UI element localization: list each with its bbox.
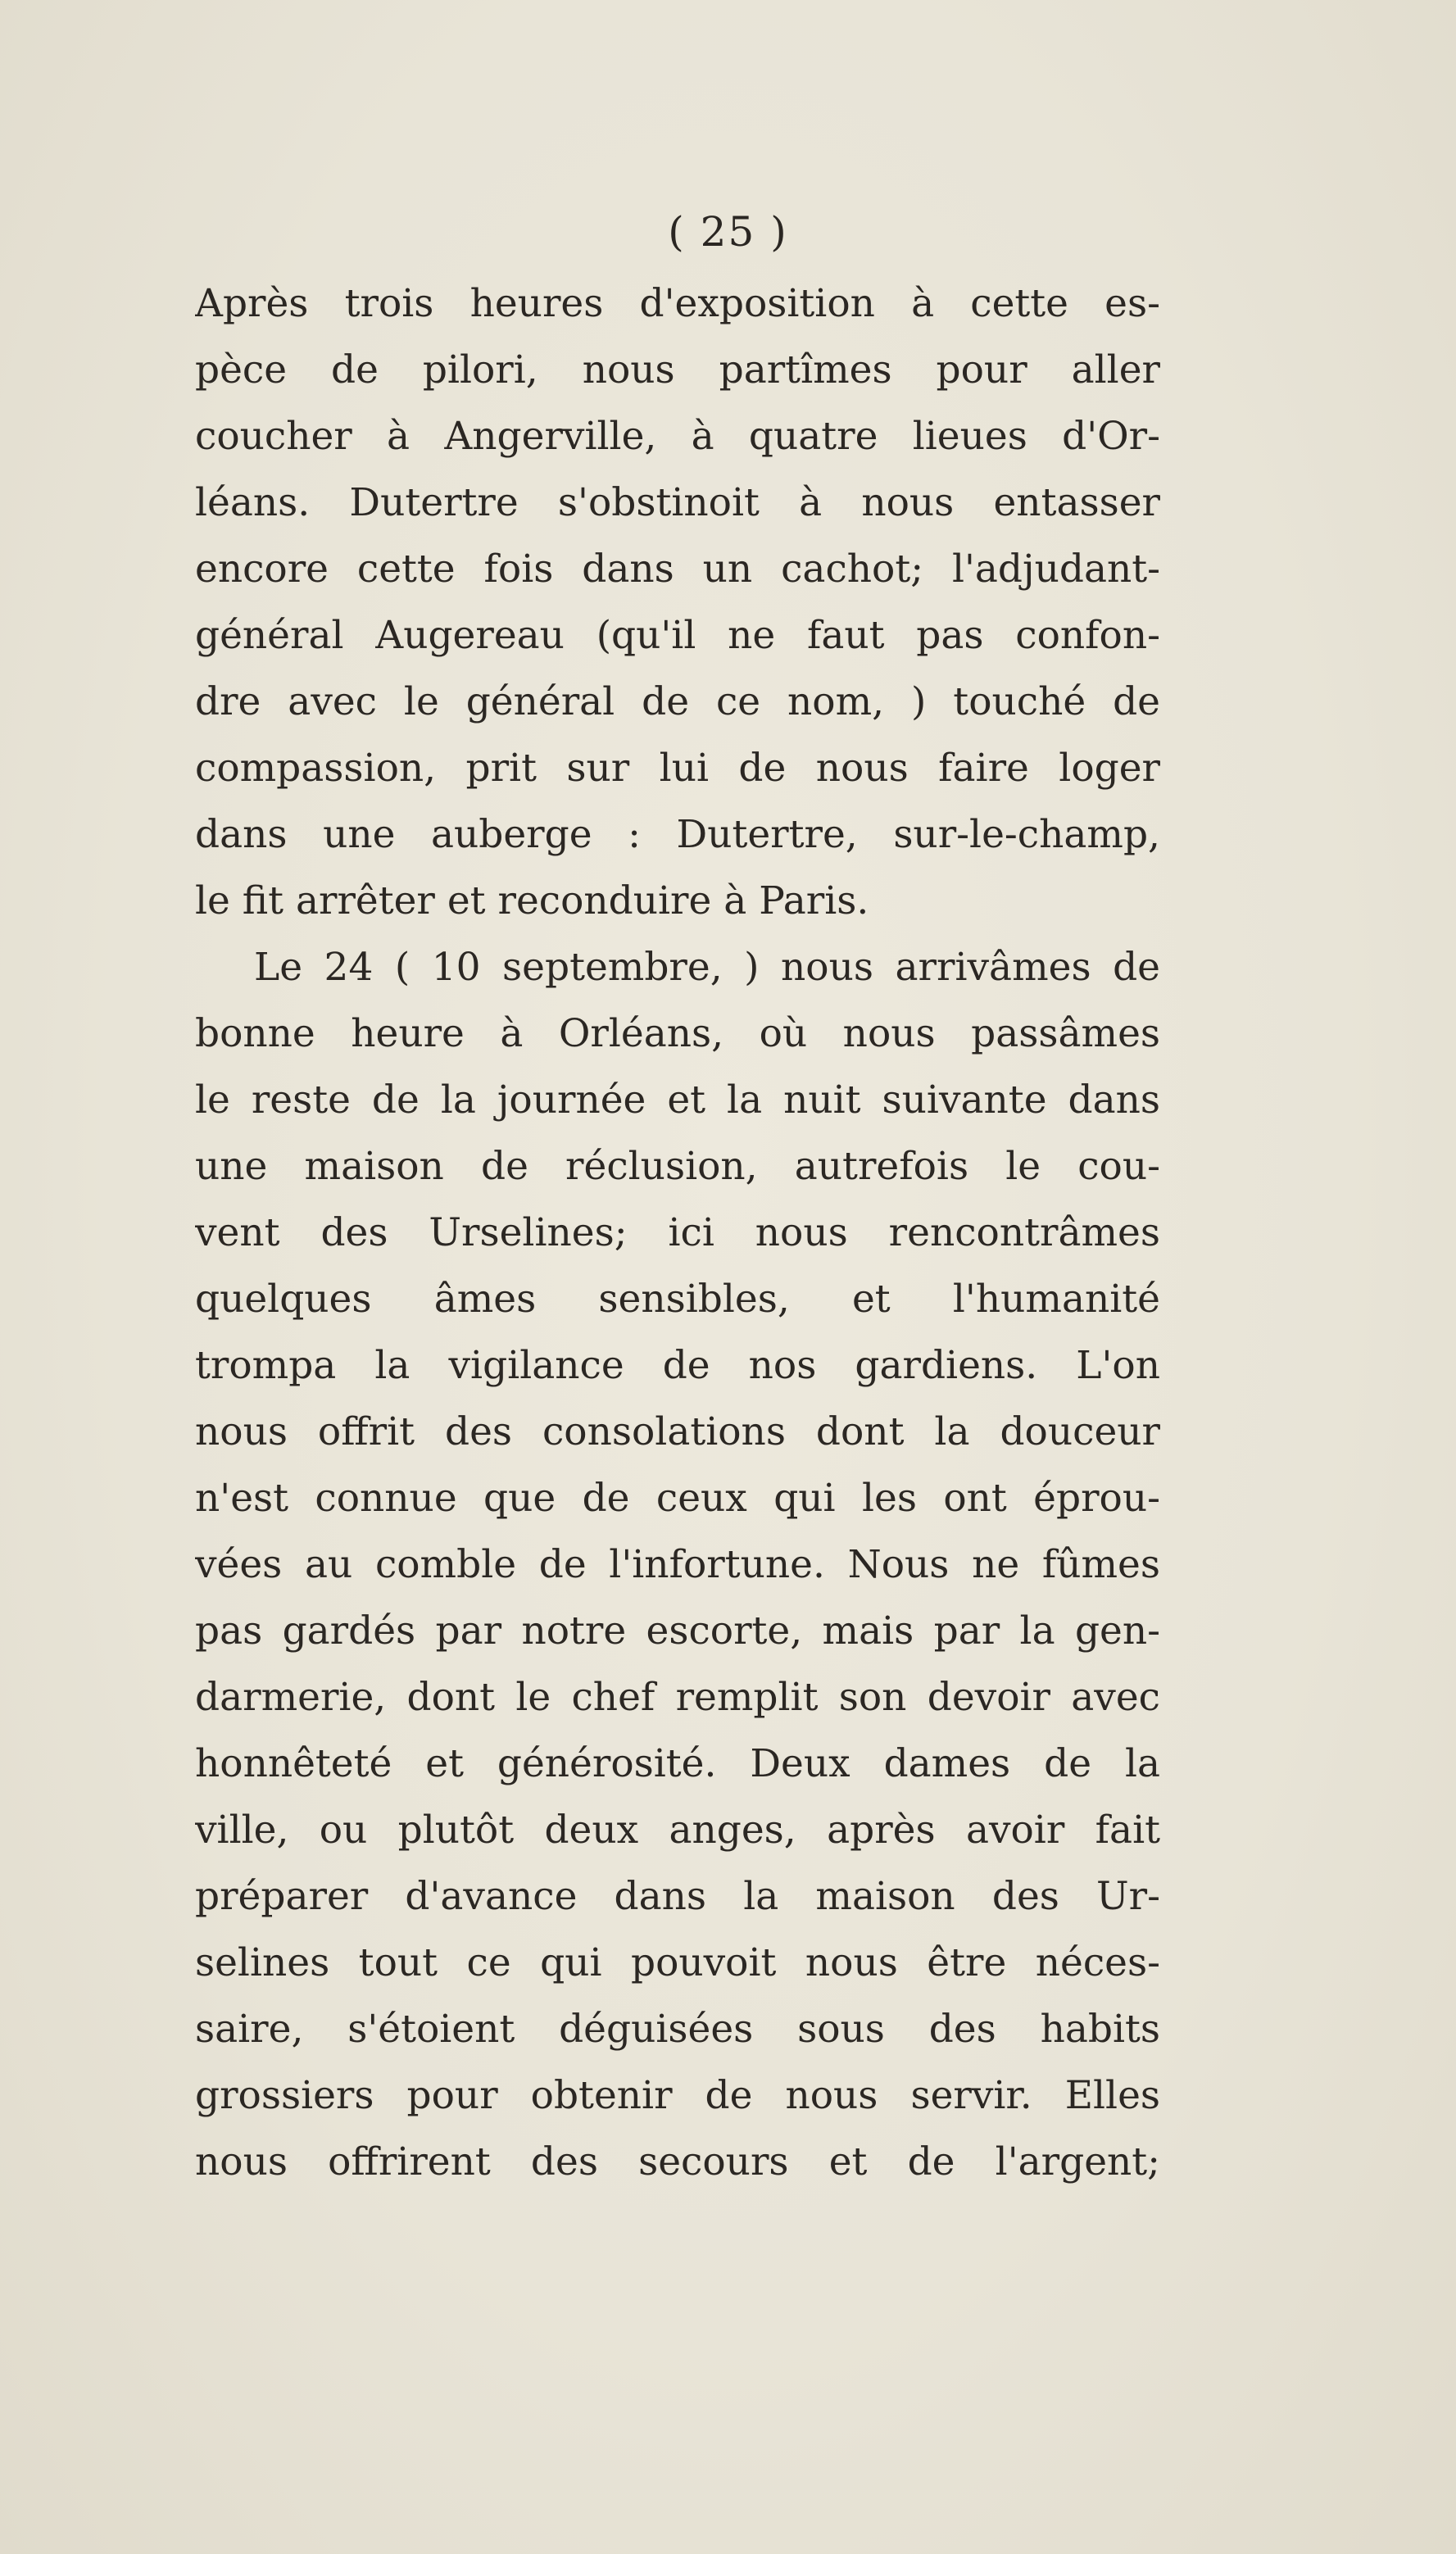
text-line: coucher à Angerville, à quatre lieues d'Or- — [195, 414, 1160, 459]
text-line: bonne heure à Orléans, où nous passâmes — [195, 1011, 1160, 1056]
text-line: pas gardés par notre escorte, mais par la gen- — [195, 1608, 1160, 1654]
text-line: vent des Urselines; ici nous rencontrâmes — [195, 1210, 1160, 1255]
text-line: le reste de la journée et la nuit suivante dans — [195, 1077, 1160, 1123]
text-line: nous offrirent des secours et de l'argent; — [195, 2139, 1160, 2184]
text-line: n'est connue que de ceux qui les ont éprou- — [195, 1476, 1160, 1521]
paragraph-2 — [195, 934, 1160, 2195]
text-line: saire, s'étoient déguisées sous des habits — [195, 2007, 1160, 2052]
text-line: vées au comble de l'infortune. Nous ne fûmes — [195, 1542, 1160, 1587]
text-line: selines tout ce qui pouvoit nous être néces- — [195, 1940, 1160, 1985]
text-line: grossiers pour obtenir de nous servir. Elles — [195, 2073, 1160, 2118]
text-line: darmerie, dont le chef remplit son devoir avec — [195, 1675, 1160, 1720]
text-line: léans. Dutertre s'obstinoit à nous entasser — [195, 480, 1160, 525]
text-line: général Augereau (qu'il ne faut pas confon- — [195, 613, 1160, 658]
text-line: dans une auberge : Dutertre, sur-le-champ, — [195, 812, 1160, 857]
text-line: trompa la vigilance de nos gardiens. L'on — [195, 1343, 1160, 1388]
text-line: encore cette fois dans un cachot; l'adjudant- — [195, 547, 1160, 592]
text-line: quelques âmes sensibles, et l'humanité — [195, 1277, 1160, 1322]
text-line: Le 24 ( 10 septembre, ) nous arrivâmes de — [254, 945, 1160, 990]
text-line: pèce de pilori, nous partîmes pour aller — [195, 347, 1160, 392]
text-line: nous offrit des consolations dont la douceur — [195, 1409, 1160, 1454]
page-number: ( 25 ) — [668, 208, 788, 256]
text-line: compassion, prit sur lui de nous faire loger — [195, 746, 1160, 791]
text-line: ville, ou plutôt deux anges, après avoir fait — [195, 1808, 1160, 1853]
text-line: le fit arrêter et reconduire à Paris. — [195, 878, 869, 923]
body-text — [195, 270, 1160, 2195]
paragraph-1 — [195, 270, 1160, 934]
text-line: dre avec le général de ce nom, ) touché de — [195, 679, 1160, 724]
text-line: Après trois heures d'exposition à cette es- — [195, 281, 1160, 326]
text-line: préparer d'avance dans la maison des Ur- — [195, 1874, 1160, 1919]
text-line: une maison de réclusion, autrefois le cou- — [195, 1144, 1160, 1189]
text-line: honnêteté et générosité. Deux dames de la — [195, 1741, 1160, 1786]
